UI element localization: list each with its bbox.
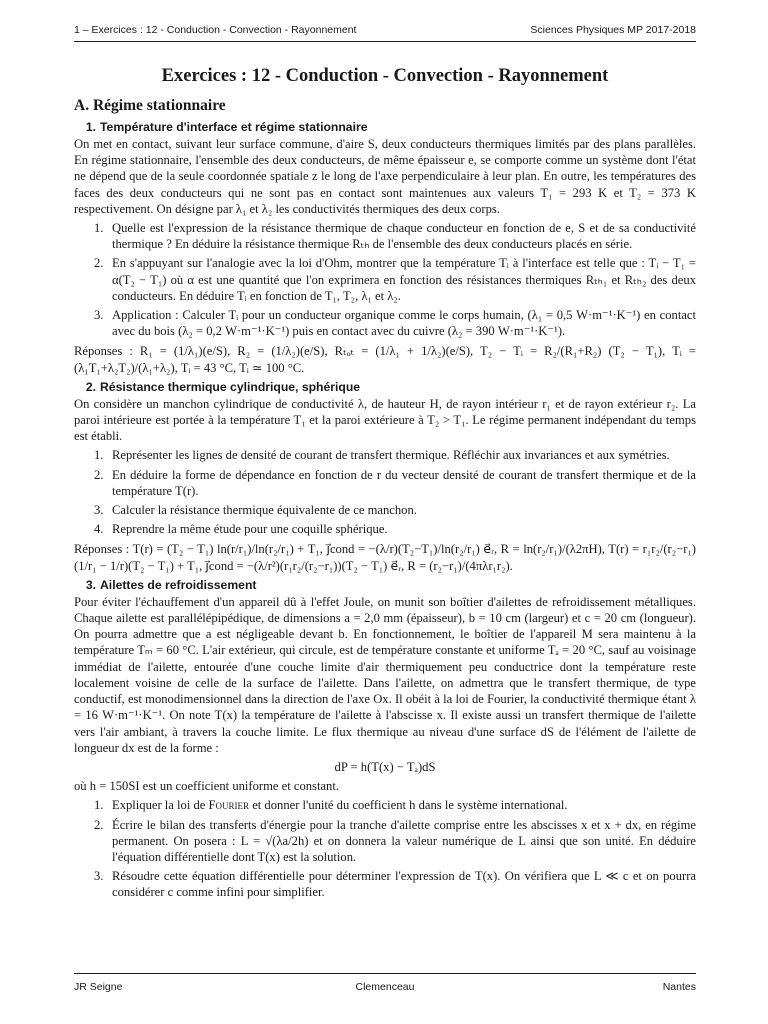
- exercise-heading: [74, 120, 696, 135]
- exercise-title: Température d'interface et régime stationnaire: [100, 120, 368, 134]
- exercise-heading: [74, 578, 696, 593]
- footer-school: Clemenceau: [355, 981, 415, 993]
- question-text: Application : Calculer Tᵢ pour un conducteur organique comme le corps humain, (λ₁ = 0,5 W·m⁻¹·K⁻¹) en contact avec du bois (λ₂ = 0,2 W·m⁻¹·K⁻¹) puis en contact avec du cuivre (λ₂ = 390 W·m⁻¹·K⁻¹).: [112, 308, 696, 339]
- flux-equation: dP = h(T(x) − Tₐ)dS: [334, 759, 436, 774]
- question-item: [74, 797, 696, 813]
- question-list: [74, 220, 696, 339]
- coefficient-note: où h = 150SI est un coefficient uniforme et constant.: [74, 779, 339, 794]
- question-text: Résoudre cette équation différentielle pour déterminer l'expression de T(x). On vérifiera que L ≪ c et on pourra considérer c comme infini pour simplifier.: [112, 869, 696, 900]
- question-item: [74, 521, 696, 537]
- question-number: 1.: [94, 448, 104, 463]
- header-rule: [74, 41, 696, 42]
- question-number: 1.: [94, 798, 104, 813]
- section-heading: A. Régime stationnaire: [74, 97, 226, 114]
- question-text: En déduire la forme de dépendance en fonction de r du vecteur densité de courant de transfert thermique et de la température T(r).: [112, 467, 696, 498]
- page-title: Exercices : 12 - Conduction - Convection - Rayonnement: [161, 66, 609, 86]
- question-item: [74, 447, 696, 463]
- exercise-intro: On considère un manchon cylindrique de conductivité λ, de hauteur H, de rayon intérieur r₁ et de rayon extérieur r₂. La paroi intérieure est portée à la température T₁ et la paroi extérieure à T₂ > T₁. Le régime permanent indépendant du temps est établi.: [74, 396, 696, 444]
- page-body: [74, 64, 696, 905]
- footer-rule: [74, 973, 696, 974]
- question-list: [74, 447, 696, 537]
- question-item: [74, 255, 696, 304]
- exercise-intro: Pour éviter l'échauffement d'un appareil dû à l'effet Joule, on munit son boîtier d'ailettes de refroidissement métalliques. Chaque ailette est parallélépipédique, de dimensions a = 2,0 mm (épaisseur), b = 10 cm (largeur) et c = 20 cm (longueur). On pourra admettre que a est négligeable devant b. En fonctionnement, le boîtier de l'appareil M sera maintenu à la température Tₘ = 60 °C. L'air extérieur, qui circule, est de température constante et uniforme Tₐ = 20 °C, sauf au voisinage immédiat de l'ailette, entourée d'une couche limite d'air thermiquement peu conductrice dont la température reste localement voisine de celle de la surface de l'ailette. Dans l'ailette, on admettra que le transfert thermique, de type conductif, est monodimensionnel dans la direction de l'axe Ox. Il obéit à la loi de Fourier, la conductivité thermique étant λ = 16 W·m⁻¹·K⁻¹. On note T(x) la température de l'ailette à l'abscisse x. Il existe aussi un transfert thermique de l'ailette vers l'air ambiant, à travers la couche limite. Le flux thermique au niveau d'une surface dS de l'élément de l'ailette de longueur dx est de la forme :: [74, 594, 696, 755]
- running-header: [74, 24, 696, 40]
- question-text: Expliquer la loi de Fourier et donner l'unité du coefficient h dans le système international.: [112, 798, 568, 813]
- running-footer: [74, 981, 696, 997]
- question-item: [74, 502, 696, 518]
- question-number: 3.: [94, 503, 104, 518]
- question-number: 2.: [94, 817, 104, 832]
- exercise-number: 1.: [85, 120, 96, 134]
- question-text: Écrire le bilan des transferts d'énergie pour la tranche d'ailette comprise entre les abscisses x et x + dx, en régime permanent. On posera : L = √(λa/2h) et on donnera la valeur numérique de L ainsi que son unité. En déduire l'équation différentielle dont T(x) est la solution.: [112, 817, 696, 864]
- question-number: 4.: [94, 522, 104, 537]
- exercise-number: 3.: [85, 577, 96, 592]
- question-number: 2.: [94, 256, 104, 271]
- answers: Réponses : R₁ = (1/λ₁)(e/S), R₂ = (1/λ₂)(e/S), Rₜₒₜ = (1/λ₁ + 1/λ₂)(e/S), T₂ − Tᵢ = R₂/(R₁+R₂) (T₂ − T₁), Tᵢ = (λ₁T₁+λ₂T₂)/(λ₁+λ₂), Tᵢ = 43 °C, Tᵢ ≃ 100 °C.: [74, 344, 696, 375]
- exercise-title: Ailettes de refroidissement: [100, 577, 257, 592]
- exercise-heading: [74, 380, 696, 395]
- question-text: Calculer la résistance thermique équivalente de ce manchon.: [112, 503, 417, 518]
- header-right: Sciences Physiques MP 2017-2018: [530, 24, 696, 36]
- fourier-name: Fourier: [208, 798, 250, 813]
- footer-city: Nantes: [662, 981, 696, 993]
- answers: Réponses : T(r) = (T₂ − T₁) ln(r/r₁)/ln(r₂/r₁) + T₁, j⃗cond = −(λ/r)(T₂−T₁)/ln(r₂/r₁) e⃗ᵣ, R = ln(r₂/r₁)/(λ2πH), T(r) = r₁r₂/(r₂−r₁) (1/r₁ − 1/r)(T₂ − T₁) + T₁, j⃗cond = −(λ/r²)(r₁r₂/(r₂−r₁))(T₂ − T₁) e⃗ᵣ, R = (r₂−r₁)/(4πλr₁r₂).: [74, 542, 696, 573]
- exercise-intro: On met en contact, suivant leur surface commune, d'aire S, deux conducteurs thermiques limités par des plans parallèles. En régime stationnaire, l'ensemble des deux conducteurs, de même épaisseur e, se comporte comme un système dont l'état ne dépend que de la seule coordonnée spatiale z le long de l'axe perpendiculaire à leur plan. En outre, les températures des faces des deux conducteurs qui ne sont pas en contact sont maintenues aux valeurs T₁ = 293 K et T₂ = 373 K respectivement. On désigne par λ₁ et λ₂ les conductivités thermiques des deux corps.: [74, 137, 696, 216]
- question-item: [74, 817, 696, 866]
- question-number: 1.: [94, 221, 104, 236]
- exercise-number: 2.: [85, 379, 96, 394]
- footer-author: JR Seigne: [74, 981, 123, 993]
- question-number: 3.: [94, 869, 104, 884]
- question-item: [74, 220, 696, 252]
- question-list: [74, 797, 696, 900]
- question-text: Quelle est l'expression de la résistance thermique de chaque conducteur en fonction de e, S et de sa conductivité thermique ? En déduire la résistance thermique Rₜₕ de l'ensemble des deux conducteurs placés en série.: [112, 221, 696, 252]
- question-number: 2.: [94, 467, 104, 482]
- question-text: Représenter les lignes de densité de courant de transfert thermique. Réfléchir aux invariances et aux symétries.: [112, 448, 670, 463]
- question-text: Reprendre la même étude pour une coquille sphérique.: [112, 522, 388, 537]
- exercise-title: Résistance thermique cylindrique, sphérique: [100, 379, 361, 394]
- question-text: En s'appuyant sur l'analogie avec la loi d'Ohm, montrer que la température Tᵢ à l'interface est telle que : Tᵢ − T₁ = α(T₂ − T₁) où α est une quantité que l'on exprimera en fonction des résistances thermiques Rₜₕ₁ et Rₜₕ₂ des deux conducteurs. En déduire Tᵢ en fonction de T₁, T₂, λ₁ et λ₂.: [112, 256, 696, 303]
- question-item: [74, 467, 696, 499]
- header-left: 1 – Exercices : 12 - Conduction - Convection - Rayonnement: [74, 24, 357, 36]
- question-item: [74, 307, 696, 339]
- question-number: 3.: [94, 308, 104, 323]
- question-item: [74, 868, 696, 900]
